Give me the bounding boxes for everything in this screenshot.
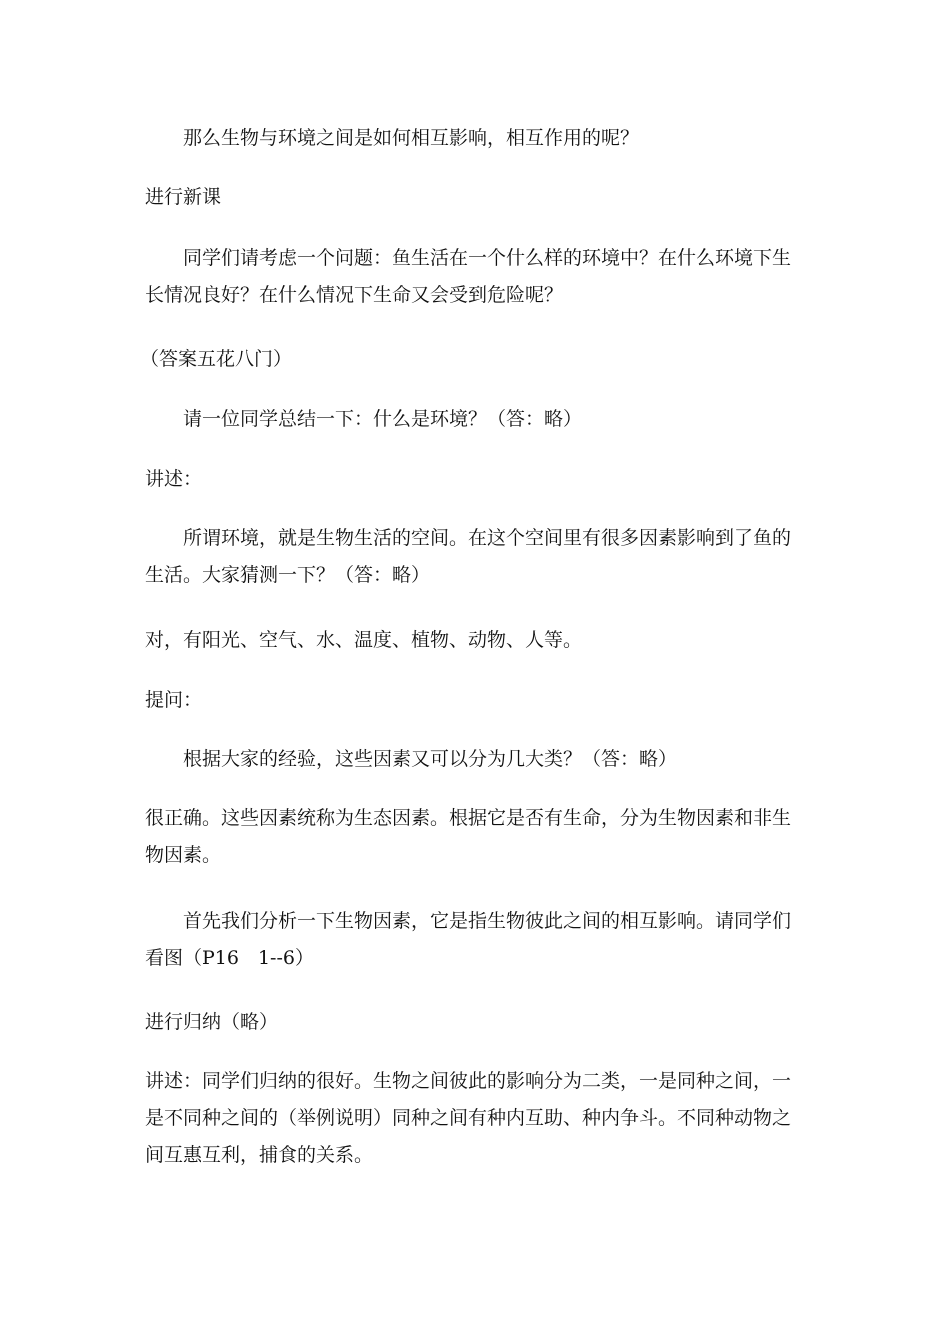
paragraph-environment-definition: 所谓环境，就是生物生活的空间。在这个空间里有很多因素影响到了鱼的生活。大家猜测一下？（答：略） xyxy=(145,527,792,586)
paragraph-summarize: 进行归纳（略） xyxy=(145,1011,279,1033)
paragraph-ecological-factors: 很正确。这些因素统称为生态因素。根据它是否有生命，分为生物因素和非生物因素。 xyxy=(145,807,792,866)
paragraph-factor-categories: 根据大家的经验，这些因素又可以分为几大类？（答：略） xyxy=(183,748,678,770)
heading-new-lesson: 进行新课 xyxy=(145,186,222,208)
label-question: 提问： xyxy=(145,689,203,711)
paragraph-environment-factors: 对，有阳光、空气、水、温度、植物、动物、人等。 xyxy=(145,629,583,651)
paragraph-answers-varied: （答案五花八门） xyxy=(140,348,293,370)
paragraph-biotic-factors: 首先我们分析一下生物因素，它是指生物彼此之间的相互影响。请同学们看图（P16 1--6） xyxy=(145,910,792,969)
paragraph-summarize-environment: 请一位同学总结一下：什么是环境？（答：略） xyxy=(183,408,583,430)
paragraph-question-interaction: 那么生物与环境之间是如何相互影响，相互作用的呢？ xyxy=(183,127,640,149)
paragraph-species-relations: 讲述：同学们归纳的很好。生物之间彼此的影响分为二类，一是同种之间，一是不同种之间的（举例说明）同种之间有种内互助、种内争斗。不同种动物之间互惠互利，捕食的关系。 xyxy=(145,1070,792,1166)
paragraph-fish-environment-question: 同学们请考虑一个问题：鱼生活在一个什么样的环境中？在什么环境下生长情况良好？在什么情况下生命又会受到危险呢？ xyxy=(145,247,792,306)
label-narration: 讲述： xyxy=(145,468,203,490)
